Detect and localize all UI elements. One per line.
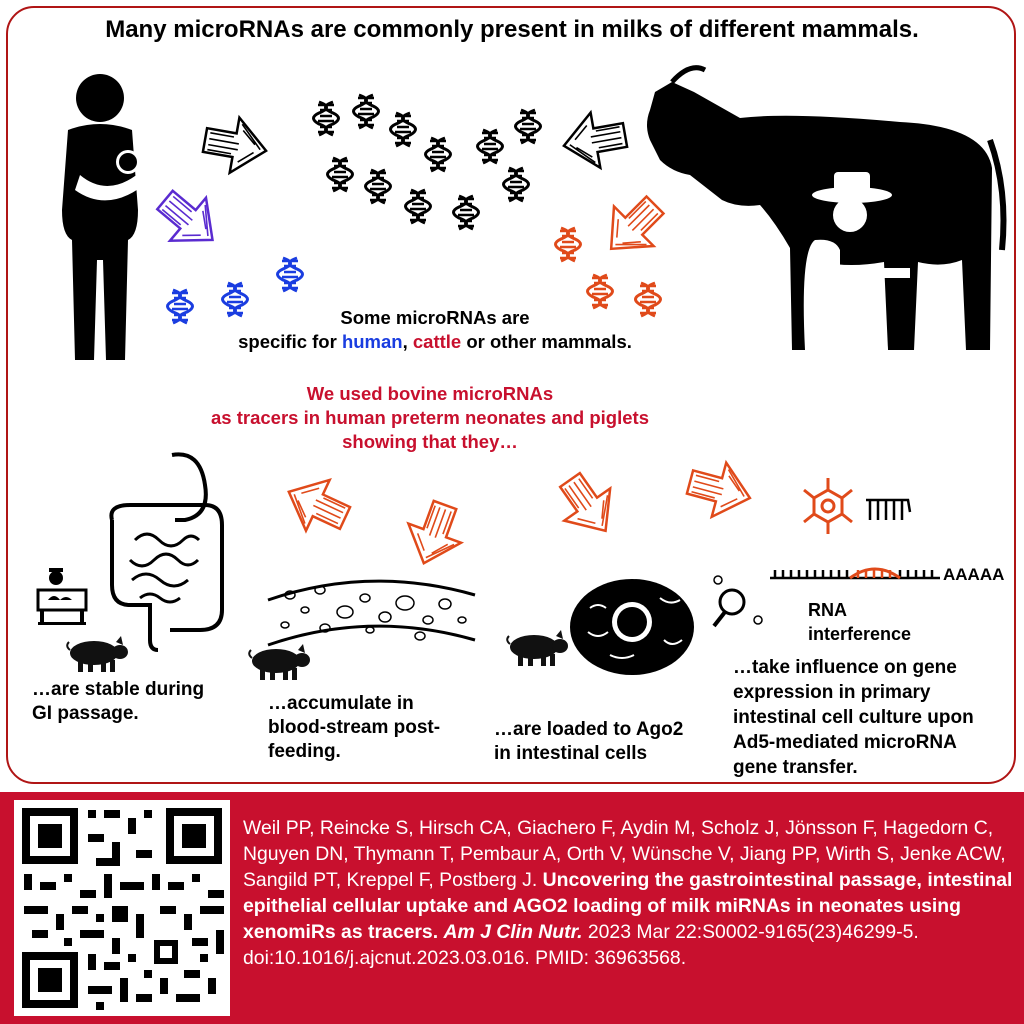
- arrow-cattle-specific: [591, 185, 674, 268]
- mirna-strand-icon: [866, 500, 910, 520]
- cell-icon: [570, 579, 694, 675]
- cattle-label: cattle: [412, 331, 462, 352]
- intestine-icon: [111, 454, 222, 650]
- cow-icon: [647, 68, 1004, 350]
- citation-journal: Am J Clin Nutr.: [443, 921, 583, 943]
- qr-code-icon[interactable]: [14, 800, 230, 1016]
- finding-loaded: …are loaded to Ago2 in intestinal cells: [494, 719, 684, 764]
- arrow-to-cell: [547, 464, 628, 547]
- finding-accumulate: …accumulate in blood-stream post- feeding.: [268, 693, 441, 762]
- citation-text: [243, 815, 1013, 971]
- pig-icon-2: [249, 644, 310, 680]
- rnai-label: RNA interference: [808, 600, 912, 644]
- arrow-to-rnai: [683, 455, 757, 525]
- blood-vessel-icon: [268, 581, 475, 645]
- specific-line-2: specific for human, cattle or other mammals.: [238, 331, 632, 352]
- citation-title: Uncovering the gastrointestinal passage, intestinal epithelial cellular uptake and AGO2 loading of milk miRNAs in neonates using xenomiRs as tracers.: [243, 869, 1013, 943]
- mrna-duplex-icon: [770, 569, 940, 578]
- virus-icon: [804, 478, 852, 534]
- finding-stable: …are stable during GI passage.: [32, 679, 205, 724]
- ago2-protein-icon: [714, 576, 762, 626]
- human-label: human: [341, 331, 403, 352]
- citation-authors: Weil PP, Reincke S, Hirsch CA, Giachero F, Aydin M, Scholz J, Jönsson F, Hagedorn C, Nguyen DN, Thymann T, Pembaur A, Orth V, Wünsche V, Jiang PP, Wirth S, Jenke ACW, Sangild PT, Kreppel F, Postberg J.: [243, 817, 1006, 891]
- arrow-human-specific: [147, 179, 230, 262]
- tracer-line-2: as tracers in human preterm neonates and piglets: [211, 407, 649, 428]
- dna-helix-icon-common: [314, 95, 541, 229]
- tracer-line-1: We used bovine microRNAs: [306, 383, 554, 404]
- arrow-to-blood: [397, 495, 471, 572]
- citation-details: 2023 Mar 22:S0002-9165(23)46299-5. doi:10.1016/j.ajcnut.2023.03.016. PMID: 36963568.: [243, 921, 919, 969]
- specific-line-1: Some microRNAs are: [340, 307, 530, 328]
- finding-influence: …take influence on gene expression in primary intestinal cell culture upon Ad5-mediated microRNA gene transfer.: [733, 657, 974, 778]
- nurse-incubator-icon: [38, 568, 86, 625]
- arrow-mother-to-mirnas: [200, 112, 271, 178]
- page-title: Many microRNAs are commonly present in milks of different mammals.: [105, 16, 919, 43]
- arrow-cow-to-mirnas: [559, 107, 630, 173]
- qr-code-graphic: [14, 800, 230, 1016]
- polya-tail: AAAAA: [943, 565, 1005, 584]
- dna-helix-icon-cattle: [556, 228, 661, 316]
- mother-breastfeeding-icon: [62, 74, 150, 360]
- specific-text: [200, 306, 670, 354]
- arrow-to-gi: [277, 466, 357, 543]
- tracer-line-3: showing that they…: [342, 431, 518, 452]
- pig-icon-1: [67, 636, 128, 672]
- pig-icon-3: [507, 630, 568, 666]
- tracer-text: [150, 382, 710, 454]
